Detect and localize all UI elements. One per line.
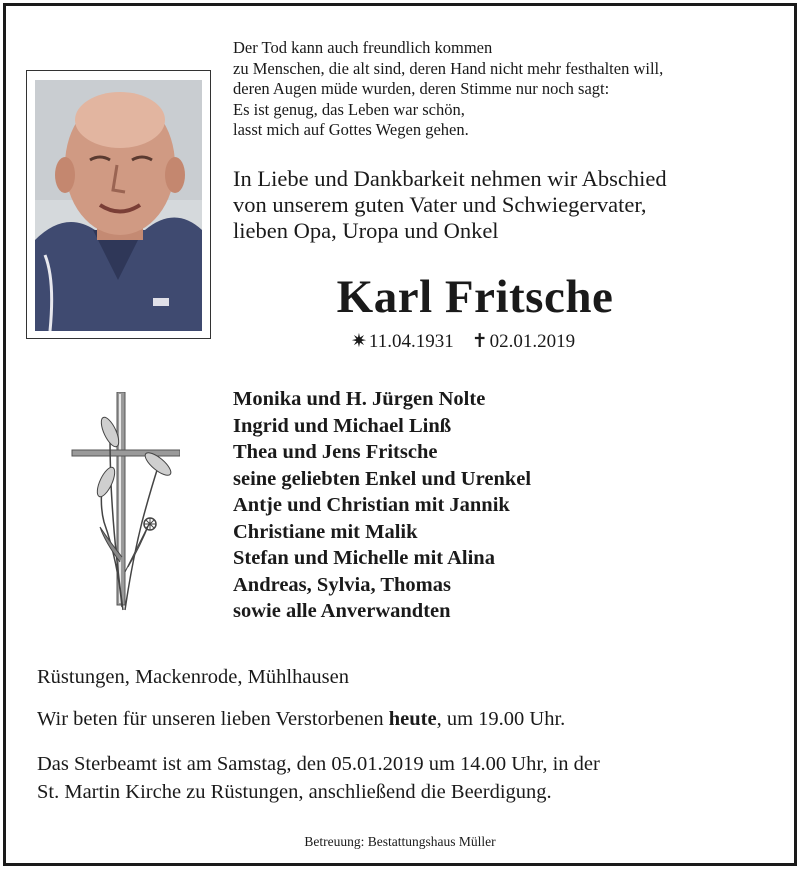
- prayer-emphasis: heute: [388, 708, 437, 730]
- mourner-line: Stefan und Michelle mit Alina: [233, 547, 495, 569]
- funeral-notice: Das Sterbeamt ist am Samstag, den 05.01.2019 um 14.00 Uhr, in der St. Martin Kirche zu Rüstungen, anschließend die Beerdigung.: [37, 753, 600, 803]
- poem-text: Der Tod kann auch freundlich kommen zu Menschen, die alt sind, deren Hand nicht mehr festhalten will, deren Augen müde wurden, deren Stimme nur noch sagt: Es ist genug, das Leben war schön, lasst mich auf Gottes Wegen gehen.: [233, 38, 664, 139]
- prayer-text-after: , um 19.00 Uhr.: [436, 708, 566, 730]
- birth-date: 11.04.1931: [368, 331, 454, 352]
- life-dates: [351, 330, 575, 353]
- deceased-name: Karl Fritsche: [336, 271, 614, 323]
- mourner-line: Andreas, Sylvia, Thomas: [233, 573, 451, 596]
- prayer-notice: [37, 708, 565, 731]
- mourner-line: Antje und Christian mit Jannik: [233, 494, 510, 516]
- funeral-home-credit: Betreuung: Bestattungshaus Müller: [304, 834, 496, 849]
- death-cross-icon: ✝: [471, 331, 488, 352]
- mourner-line: seine geliebten Enkel und Urenkel: [233, 467, 532, 490]
- places-line: Rüstungen, Mackenrode, Mühlhausen: [37, 666, 349, 688]
- mourner-line: Thea und Jens Fritsche: [233, 441, 438, 463]
- mourner-line: sowie alle Anverwandten: [233, 600, 451, 622]
- mourners-list: [233, 386, 531, 625]
- intro-text: In Liebe und Dankbarkeit nehmen wir Abschied von unserem guten Vater und Schwiegervater, lieben Opa, Uropa und Onkel: [233, 166, 667, 243]
- prayer-text-before: Wir beten für unseren lieben Verstorbenen: [37, 708, 389, 730]
- death-date: 02.01.2019: [489, 331, 576, 352]
- mourner-line: Monika und H. Jürgen Nolte: [233, 388, 486, 410]
- mourner-line: Ingrid und Michael Linß: [233, 414, 452, 437]
- cross-with-wheat-icon: [70, 392, 180, 617]
- birth-star-icon: ✷: [351, 331, 367, 352]
- mourner-line: Christiane mit Malik: [233, 520, 418, 543]
